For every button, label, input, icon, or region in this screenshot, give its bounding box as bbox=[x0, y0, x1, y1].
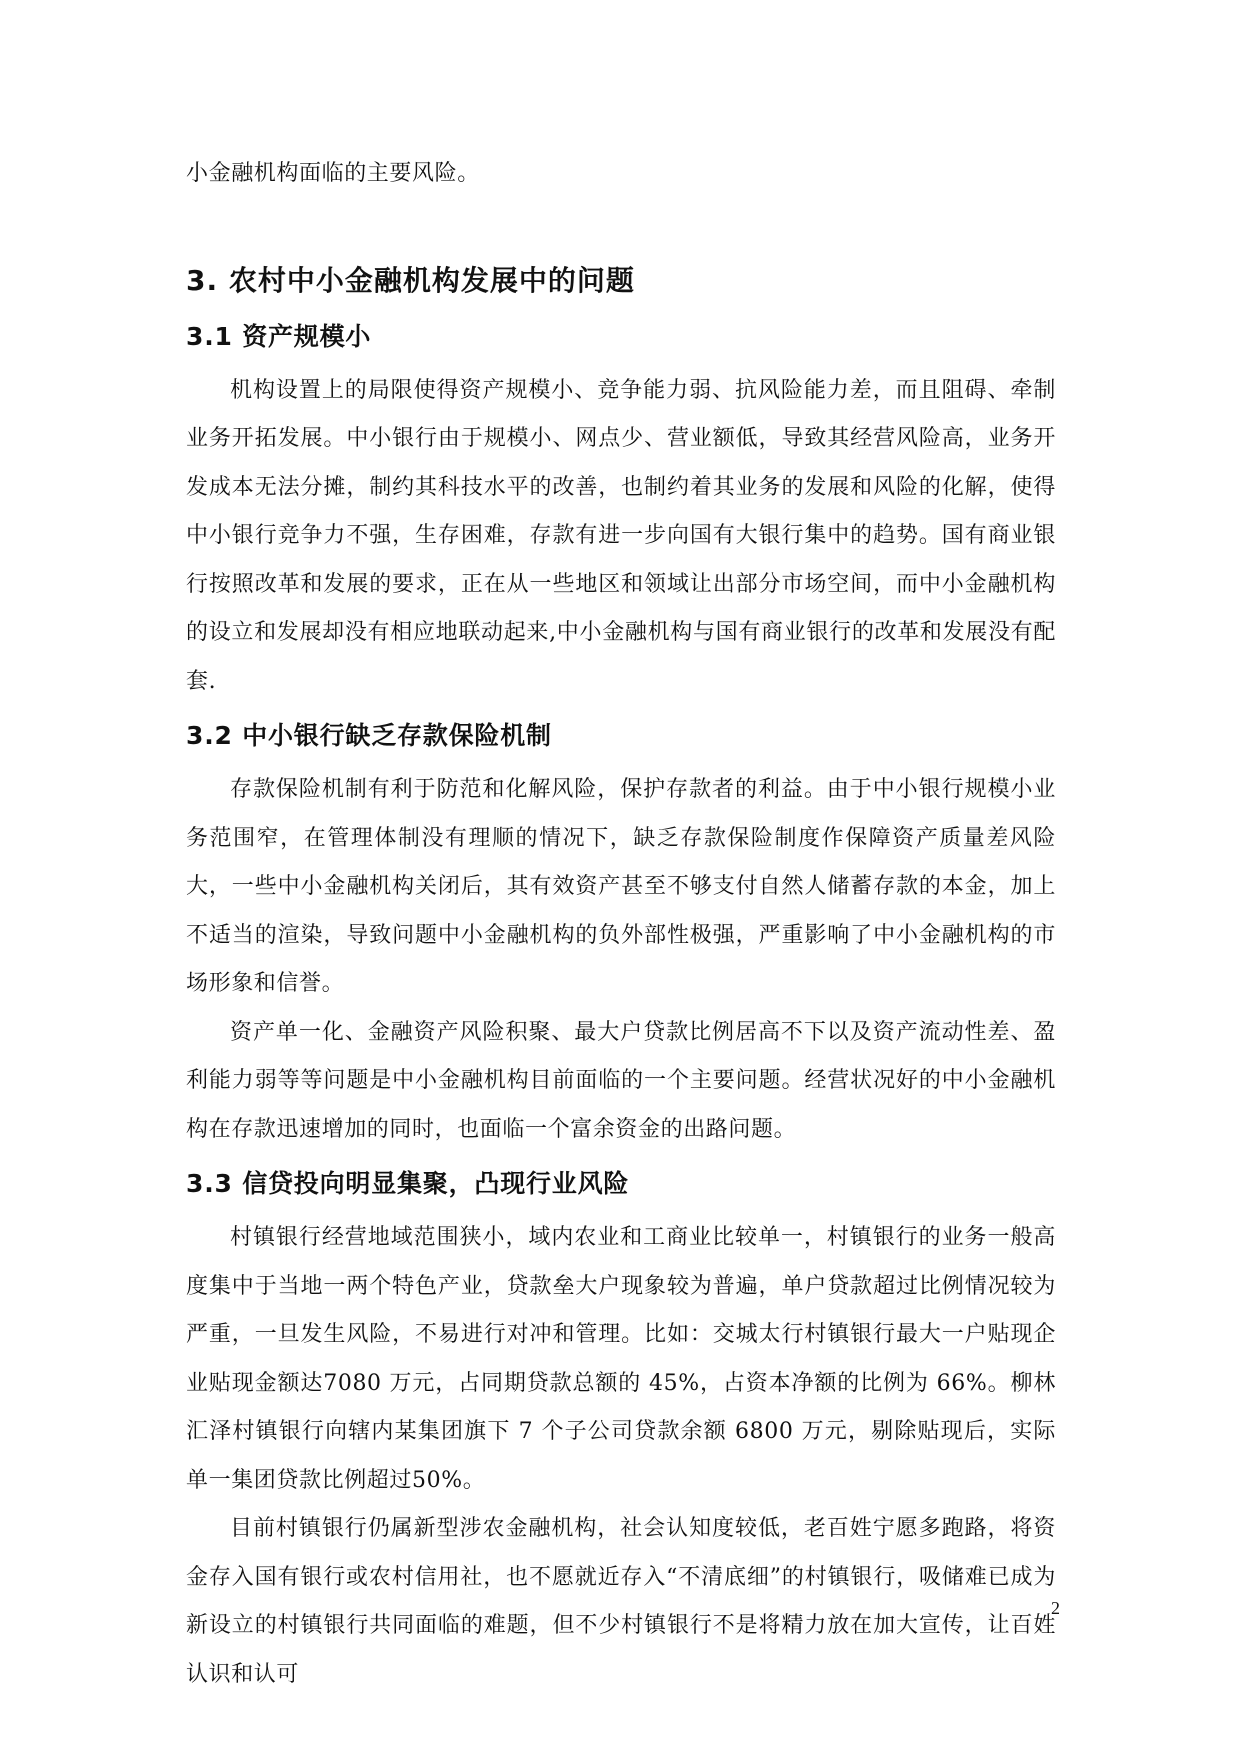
intro-fragment: 小金融机构面临的主要风险。 bbox=[186, 161, 480, 186]
subsection-heading-3-3: 3.3 信贷投向明显集聚，凸现行业风险 bbox=[186, 1169, 630, 1198]
paragraph: 资产单一化、金融资产风险积聚、最大户贷款比例居高不下以及资产流动性差、盈利能力弱等等问题是中小金融机构目前面临的一个主要问题。经营状况好的中小金融机构在存款迅速增加的同时，也面临一个富余资金的出路问题。 bbox=[186, 1019, 1056, 1142]
page-content bbox=[186, 150, 1056, 1699]
paragraph: 村镇银行经营地域范围狭小，域内农业和工商业比较单一，村镇银行的业务一般高度集中于当地一两个特色产业，贷款垒大户现象较为普遍，单户贷款超过比例情况较为严重，一旦发生风险，不易进行对冲和管理。比如：交城太行村镇银行最大一户贴现企业贴现金额达7080 万元，占同期贷款总额的 45%，占资本净额的比例为 66%。柳林汇泽村镇银行向辖内某集团旗下 7 个子公司贷款余额 6800 万元，剔除贴现后，实际单一集团贷款比例超过50%。 bbox=[186, 1225, 1056, 1493]
paragraph: 机构设置上的局限使得资产规模小、竞争能力弱、抗风险能力差，而且阻碍、牵制业务开拓发展。中小银行由于规模小、网点少、营业额低，导致其经营风险高，业务开发成本无法分摊，制约其科技水平的改善，也制约着其业务的发展和风险的化解，使得中小银行竞争力不强，生存困难，存款有进一步向国有大银行集中的趋势。国有商业银行按照改革和发展的要求，正在从一些地区和领域让出部分市场空间，而中小金融机构的设立和发展却没有相应地联动起来,中小金融机构与国有商业银行的改革和发展没有配套. bbox=[186, 377, 1056, 694]
section-heading: 3. 农村中小金融机构发展中的问题 bbox=[186, 263, 635, 297]
page-number: 2 bbox=[1051, 1598, 1060, 1618]
paragraph: 目前村镇银行仍属新型涉农金融机构，社会认知度较低，老百姓宁愿多跑路，将资金存入国有银行或农村信用社，也不愿就近存入“不清底细”的村镇银行，吸储难已成为新设立的村镇银行共同面临的难题，但不少村镇银行不是将精力放在加大宣传，让百姓认识和认可 bbox=[186, 1516, 1056, 1687]
paragraph: 存款保险机制有利于防范和化解风险，保护存款者的利益。由于中小银行规模小业务范围窄，在管理体制没有理顺的情况下，缺乏存款保险制度作保障资产质量差风险大，一些中小金融机构关闭后，其有效资产甚至不够支付自然人储蓄存款的本金，加上不适当的渲染，导致问题中小金融机构的负外部性极强，严重影响了中小金融机构的市场形象和信誉。 bbox=[186, 777, 1056, 996]
subsection-heading-3-2: 3.2 中小银行缺乏存款保险机制 bbox=[186, 721, 552, 750]
subsection-heading-3-1: 3.1 资产规模小 bbox=[186, 321, 372, 351]
